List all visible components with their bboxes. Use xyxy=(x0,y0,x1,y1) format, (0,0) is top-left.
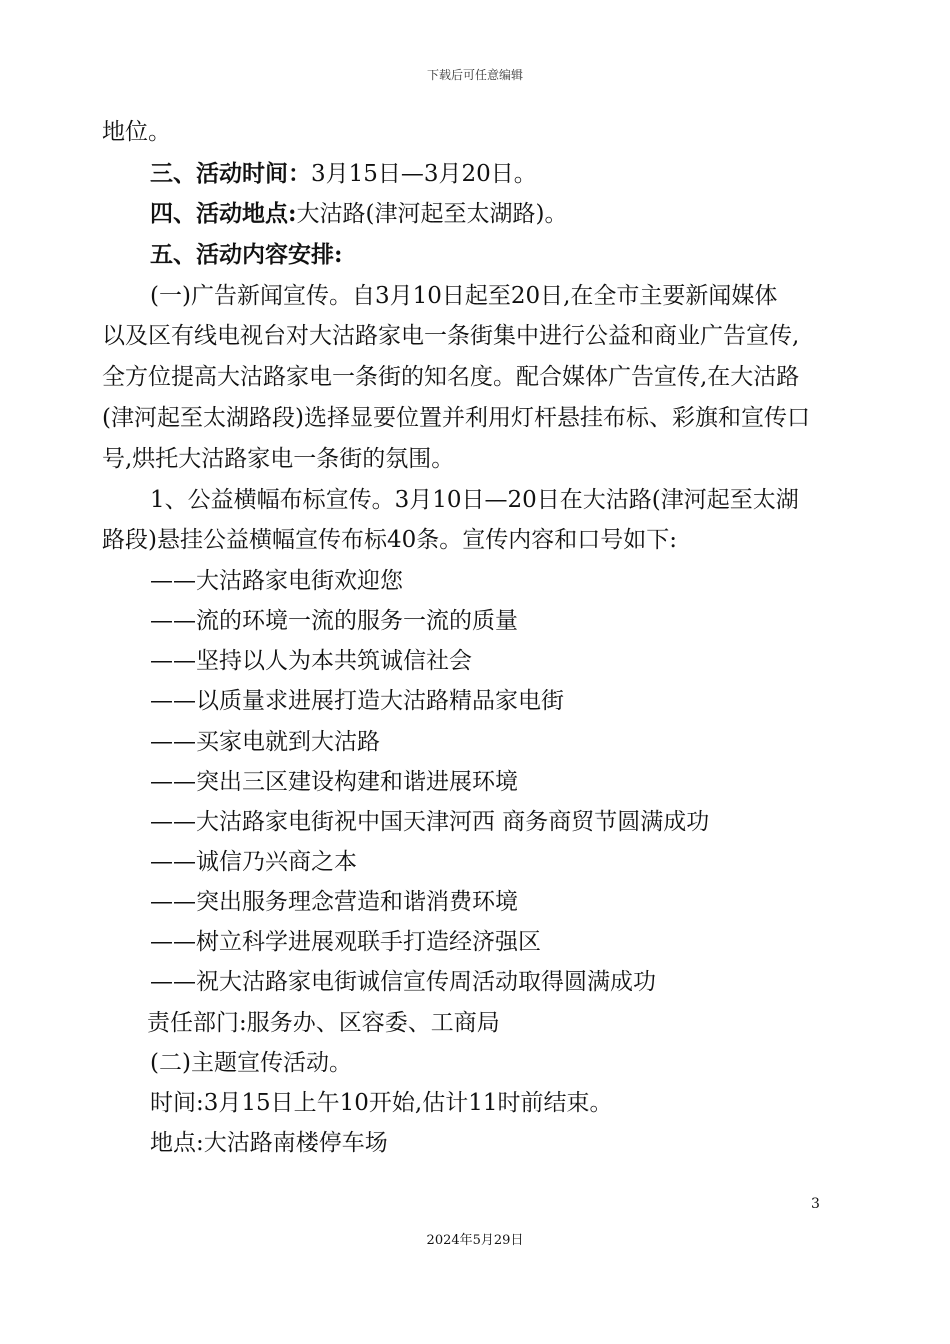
section-3-line xyxy=(150,159,537,189)
slogan-item: ——大沽路家电街祝中国天津河西 商务商贸节圆满成功 xyxy=(150,809,710,835)
slogan-item: ——树立科学进展观联手打造经济强区 xyxy=(150,929,541,955)
footer-date: 2024年5月29日 xyxy=(426,1233,524,1248)
slogan-item: ——突出服务理念营造和谐消费环境 xyxy=(150,889,518,915)
section-heading: 三、活动时间： xyxy=(150,160,311,187)
slogan-item: ——坚持以人为本共筑诚信社会 xyxy=(150,648,472,674)
slogan-item: ——流的环境一流的服务一流的质量 xyxy=(150,608,518,634)
paragraph-line: (津河起至太湖路段)选择显要位置并利用灯杆悬挂布标、彩旗和宣传口 xyxy=(102,405,810,431)
paragraph-line: 号,烘托大沽路家电一条街的氛围。 xyxy=(102,446,455,472)
section-heading: 四、活动地点: xyxy=(150,200,297,227)
page-number: 3 xyxy=(811,1196,820,1212)
text-line: 地位。 xyxy=(102,119,171,145)
slogan-item: ——突出三区建设构建和谐进展环境 xyxy=(150,769,518,795)
section-4-line xyxy=(150,199,567,229)
slogan-item: ——祝大沽路家电街诚信宣传周活动取得圆满成功 xyxy=(150,969,656,995)
paragraph-line: 路段)悬挂公益横幅宣传布标40条。宣传内容和口号如下: xyxy=(102,527,677,553)
event-time: 时间:3月15日上午10开始,估计11时前结束。 xyxy=(150,1090,613,1116)
section-heading: 五、活动内容安排: xyxy=(150,241,343,268)
slogan-item: ——大沽路家电街欢迎您 xyxy=(150,568,403,594)
paragraph-line: 以及区有线电视台对大沽路家电一条街集中进行公益和商业广告宣传, xyxy=(102,323,800,349)
section-text: 3月15日—3月20日。 xyxy=(311,161,537,187)
subsection-heading: (二)主题宣传活动。 xyxy=(150,1050,352,1076)
responsible-departments: 责任部门:服务办、区容委、工商局 xyxy=(147,1010,500,1036)
event-place: 地点:大沽路南楼停车场 xyxy=(150,1130,388,1156)
paragraph-line: 全方位提高大沽路家电一条街的知名度。配合媒体广告宣传,在大沽路 xyxy=(102,364,800,390)
paragraph-line: 1、公益横幅布标宣传。3月10日—20日在大沽路(津河起至太湖 xyxy=(150,487,799,513)
slogan-item: ——买家电就到大沽路 xyxy=(150,729,380,755)
paragraph-line: (一)广告新闻宣传。自3月10日起至20日,在全市主要新闻媒体 xyxy=(150,283,778,309)
page-header: 下载后可任意编辑 xyxy=(426,68,523,82)
slogan-item: ——以质量求进展打造大沽路精品家电街 xyxy=(150,688,564,714)
section-text: 大沽路(津河起至太湖路)。 xyxy=(296,201,568,227)
slogan-item: ——诚信乃兴商之本 xyxy=(150,849,357,875)
